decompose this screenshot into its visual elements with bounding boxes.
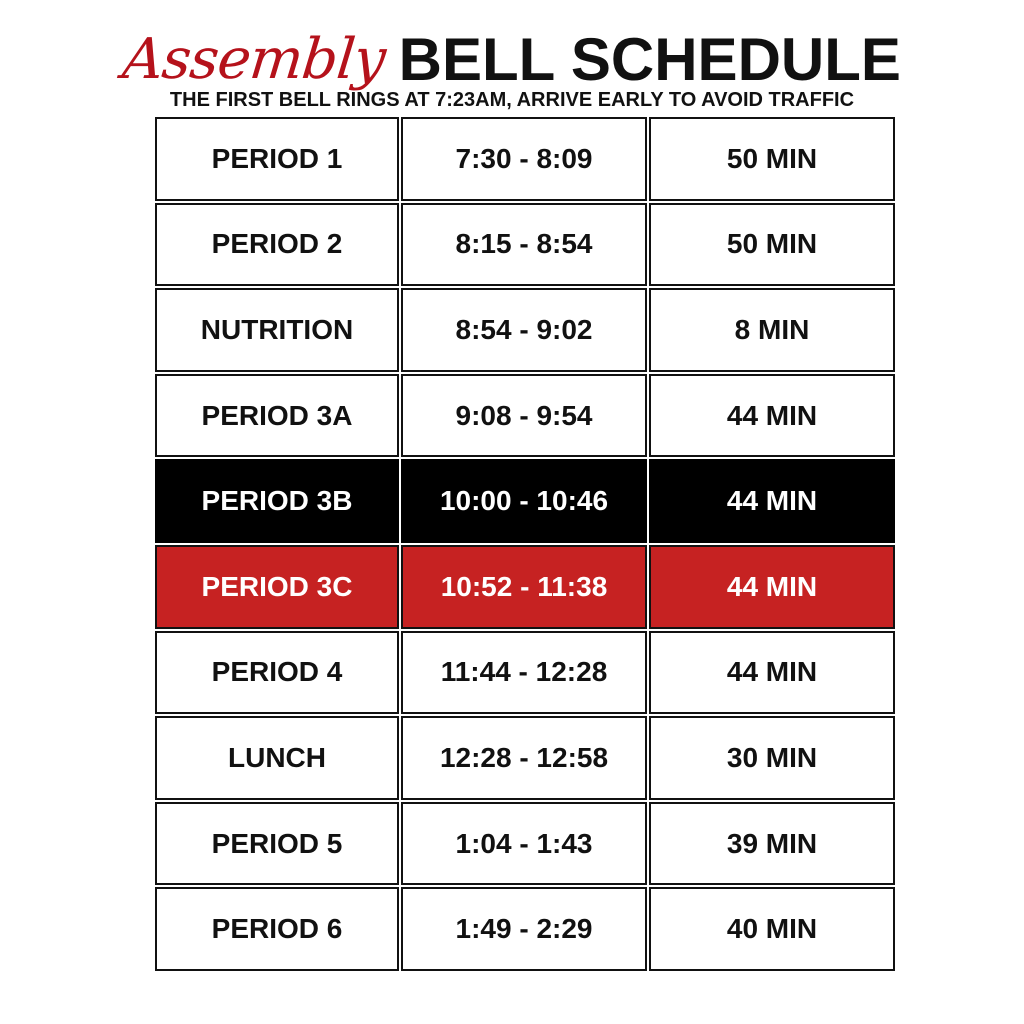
time-cell: 8:15 - 8:54 bbox=[401, 203, 647, 287]
time-cell: 1:04 - 1:43 bbox=[401, 802, 647, 886]
period-cell: PERIOD 6 bbox=[155, 887, 399, 971]
time-cell: 11:44 - 12:28 bbox=[401, 631, 647, 715]
duration-cell: 8 MIN bbox=[649, 288, 895, 372]
period-cell: PERIOD 3B bbox=[155, 459, 399, 543]
period-cell: PERIOD 4 bbox=[155, 631, 399, 715]
duration-cell: 50 MIN bbox=[649, 117, 895, 201]
page-title: BELL SCHEDULE bbox=[398, 26, 901, 93]
time-cell: 8:54 - 9:02 bbox=[401, 288, 647, 372]
period-cell: PERIOD 2 bbox=[155, 203, 399, 287]
time-cell: 9:08 - 9:54 bbox=[401, 374, 647, 458]
period-cell: PERIOD 5 bbox=[155, 802, 399, 886]
time-cell: 12:28 - 12:58 bbox=[401, 716, 647, 800]
period-cell: NUTRITION bbox=[155, 288, 399, 372]
duration-cell: 39 MIN bbox=[649, 802, 895, 886]
duration-cell: 44 MIN bbox=[649, 631, 895, 715]
duration-cell: 44 MIN bbox=[649, 459, 895, 543]
title-row bbox=[0, 22, 1024, 92]
title-script: Assembly bbox=[119, 27, 389, 92]
period-cell: PERIOD 3A bbox=[155, 374, 399, 458]
duration-cell: 50 MIN bbox=[649, 203, 895, 287]
period-cell: LUNCH bbox=[155, 716, 399, 800]
time-cell: 10:00 - 10:46 bbox=[401, 459, 647, 543]
period-cell: PERIOD 1 bbox=[155, 117, 399, 201]
time-cell: 1:49 - 2:29 bbox=[401, 887, 647, 971]
duration-cell: 44 MIN bbox=[649, 545, 895, 629]
schedule-table bbox=[154, 116, 896, 972]
duration-cell: 44 MIN bbox=[649, 374, 895, 458]
subtitle: THE FIRST BELL RINGS AT 7:23AM, ARRIVE EARLY TO AVOID TRAFFIC bbox=[169, 89, 855, 111]
period-cell: PERIOD 3C bbox=[155, 545, 399, 629]
duration-cell: 40 MIN bbox=[649, 887, 895, 971]
time-cell: 7:30 - 8:09 bbox=[401, 117, 647, 201]
duration-cell: 30 MIN bbox=[649, 716, 895, 800]
time-cell: 10:52 - 11:38 bbox=[401, 545, 647, 629]
